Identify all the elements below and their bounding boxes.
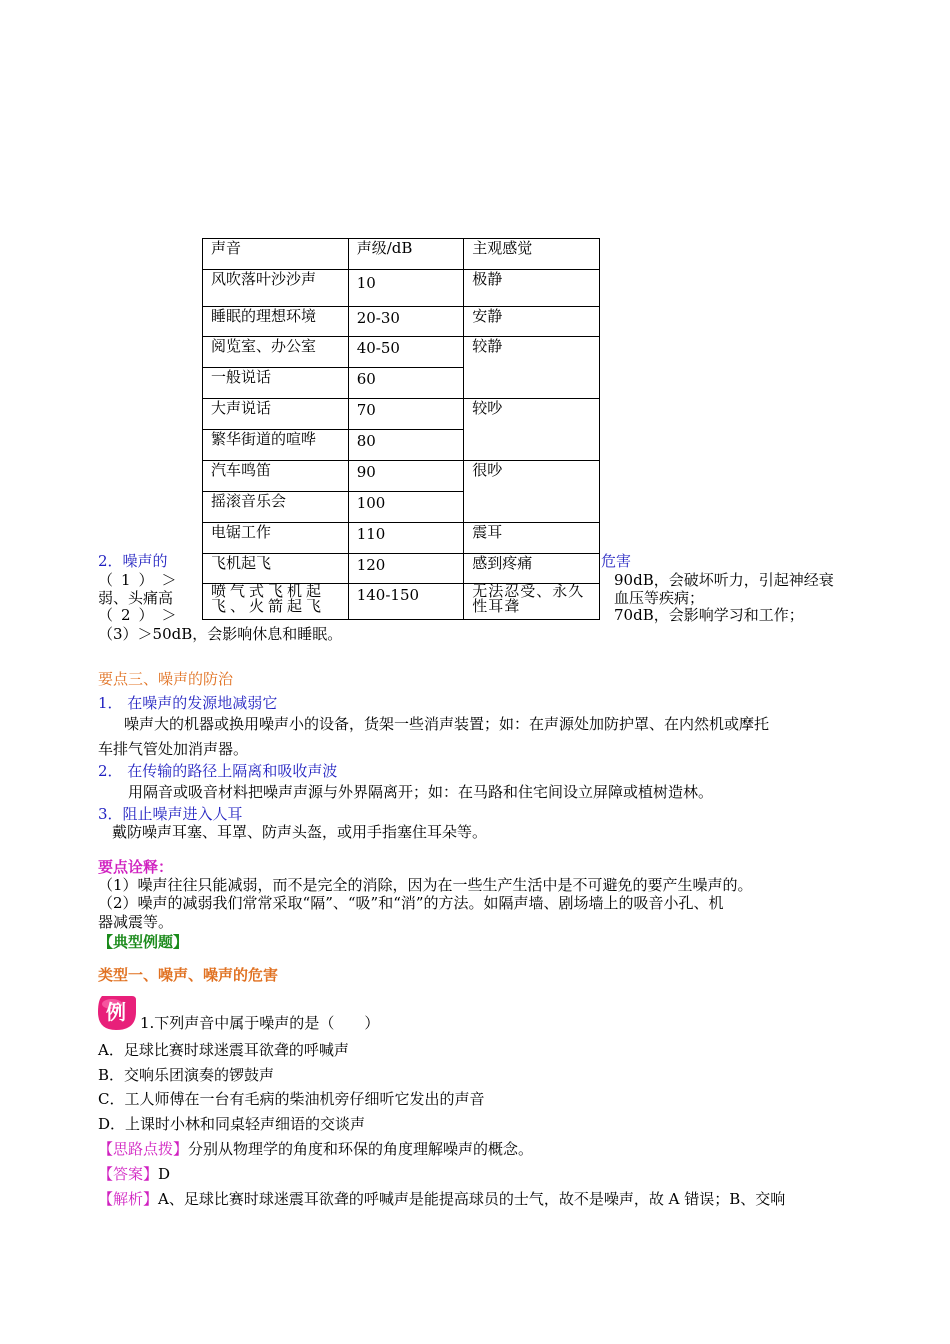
table-header-row xyxy=(203,239,600,270)
table-cell-level: 70 xyxy=(348,399,464,430)
notes-line2a: （2）噪声的减弱我们常常采取“隔”、“吸”和“消”的方法。如隔声墙、剧场墙上的吸音小孔、机 xyxy=(98,894,724,912)
hazard-line2-right: 血压等疾病； xyxy=(614,589,705,607)
example-badge-icon xyxy=(96,992,136,1032)
hazard-line1-right: 90dB，会破坏听力，引起神经衰 xyxy=(614,571,834,589)
hint-label: 【思路点拨】 xyxy=(98,1140,189,1158)
table-cell-sound: 大声说话 xyxy=(203,399,349,430)
table-cell-level: 120 xyxy=(348,554,464,584)
section3-item1-title: 1． 在噪声的发源地减弱它 xyxy=(98,694,278,712)
table-cell-sound: 一般说话 xyxy=(203,368,349,399)
table-cell-level: 40-50 xyxy=(348,337,464,368)
hazard-heading-right: 危害 xyxy=(601,552,632,570)
noise-level-table xyxy=(202,238,600,620)
table-cell-feeling xyxy=(464,584,600,620)
answer-label: 【答案】 xyxy=(98,1165,159,1183)
example-hint xyxy=(98,1139,533,1159)
section3-item3-title: 3．阻止噪声进入人耳 xyxy=(98,805,243,823)
table-cell-sound xyxy=(203,584,349,620)
table-cell-sound: 汽车鸣笛 xyxy=(203,461,349,492)
example-badge-label: 例 xyxy=(106,1000,126,1024)
section3-item2-title: 2． 在传输的路径上隔离和吸收声波 xyxy=(98,762,338,780)
notes-title: 要点诠释： xyxy=(98,858,174,876)
table-cell-level: 140-150 xyxy=(348,584,464,620)
table-cell-sound: 阅览室、办公室 xyxy=(203,337,349,368)
table-header-cell: 声音 xyxy=(203,239,349,270)
analysis-text: A、足球比赛时球迷震耳欲聋的呼喊声是能提高球员的士气，故不是噪声，故 A 错误；B、交响 xyxy=(158,1190,786,1208)
table-cell-level: 100 xyxy=(348,492,464,523)
example-option-a: A．足球比赛时球迷震耳欲聋的呼喊声 xyxy=(98,1041,349,1059)
table-cell-feeling: 较静 xyxy=(464,337,600,399)
table-row xyxy=(203,399,600,430)
hazard-line2-left: 弱、头痛高 xyxy=(98,589,174,607)
table-cell-sound-text: 喷气式飞机起飞、火箭起飞 xyxy=(211,582,326,615)
notes-line1: （1）噪声往往只能减弱，而不是完全的消除，因为在一些生产生活中是不可避免的要产生噪声的。 xyxy=(98,876,753,894)
hazard-heading-left: 2．噪声的 xyxy=(98,552,168,570)
section3-item3-text: 戴防噪声耳塞、耳罩、防声头盔，或用手指塞住耳朵等。 xyxy=(112,823,488,841)
table-row xyxy=(203,523,600,554)
example-question: 1.下列声音中属于噪声的是（ ） xyxy=(140,1014,380,1032)
table-row xyxy=(203,461,600,492)
table-header-cell: 声级/dB xyxy=(348,239,464,270)
table-cell-sound: 飞机起飞 xyxy=(203,554,349,584)
table-row xyxy=(203,270,600,307)
examples-title: 【典型例题】 xyxy=(98,933,189,951)
table-cell-feeling: 较吵 xyxy=(464,399,600,461)
table-cell-feeling: 感到疼痛 xyxy=(464,554,600,584)
example-type1-title: 类型一、噪声、噪声的危害 xyxy=(98,966,279,984)
table-cell-sound: 电锯工作 xyxy=(203,523,349,554)
hazard-line3-left: （2）＞ xyxy=(98,606,185,624)
example-option-b: B．交响乐团演奏的锣鼓声 xyxy=(98,1066,275,1084)
table-cell-sound: 摇滚音乐会 xyxy=(203,492,349,523)
example-analysis xyxy=(98,1189,785,1209)
hazard-line4: （3）＞50dB，会影响休息和睡眠。 xyxy=(98,625,343,643)
hazard-line1-left: （1）＞ xyxy=(98,571,185,589)
example-option-d: D．上课时小林和同桌轻声细语的交谈声 xyxy=(98,1115,366,1133)
table-header-cell: 主观感觉 xyxy=(464,239,600,270)
table-cell-sound: 风吹落叶沙沙声 xyxy=(203,270,349,307)
table-cell-level: 20-30 xyxy=(348,307,464,337)
table-cell-level: 80 xyxy=(348,430,464,461)
section3-item2-text: 用隔音或吸音材料把噪声声源与外界隔离开；如：在马路和住宅间设立屏障或植树造林。 xyxy=(128,783,714,801)
table-cell-level: 110 xyxy=(348,523,464,554)
table-row xyxy=(203,554,600,584)
table-cell-feeling: 很吵 xyxy=(464,461,600,523)
table-row xyxy=(203,307,600,337)
notes-line2b: 器减震等。 xyxy=(98,913,174,931)
table-cell-level: 60 xyxy=(348,368,464,399)
hint-text: 分别从物理学的角度和环保的角度理解噪声的概念。 xyxy=(188,1140,534,1158)
table-cell-feeling-text: 无法忍受、永久性耳聋 xyxy=(472,582,585,615)
analysis-label: 【解析】 xyxy=(98,1190,159,1208)
hazard-line3-right: 70dB，会影响学习和工作； xyxy=(614,606,804,624)
table-cell-level: 90 xyxy=(348,461,464,492)
answer-text: D xyxy=(158,1165,171,1183)
section3-title: 要点三、噪声的防治 xyxy=(98,670,234,688)
table-cell-sound: 睡眠的理想环境 xyxy=(203,307,349,337)
table-row xyxy=(203,337,600,368)
table-cell-sound: 繁华街道的喧哗 xyxy=(203,430,349,461)
example-option-c: C．工人师傅在一台有毛病的柴油机旁仔细听它发出的声音 xyxy=(98,1090,485,1108)
table-cell-level: 10 xyxy=(348,270,464,307)
section3-item1-text-a: 噪声大的机器或换用噪声小的设备，货架一些消声装置；如：在声源处加防护罩、在内然机或摩托 xyxy=(124,715,770,733)
section3-item1-text-b: 车排气管处加消声器。 xyxy=(98,740,249,758)
table-cell-feeling: 极静 xyxy=(464,270,600,307)
table-cell-feeling: 震耳 xyxy=(464,523,600,554)
table-cell-feeling: 安静 xyxy=(464,307,600,337)
table-row xyxy=(203,584,600,620)
example-answer xyxy=(98,1164,170,1184)
